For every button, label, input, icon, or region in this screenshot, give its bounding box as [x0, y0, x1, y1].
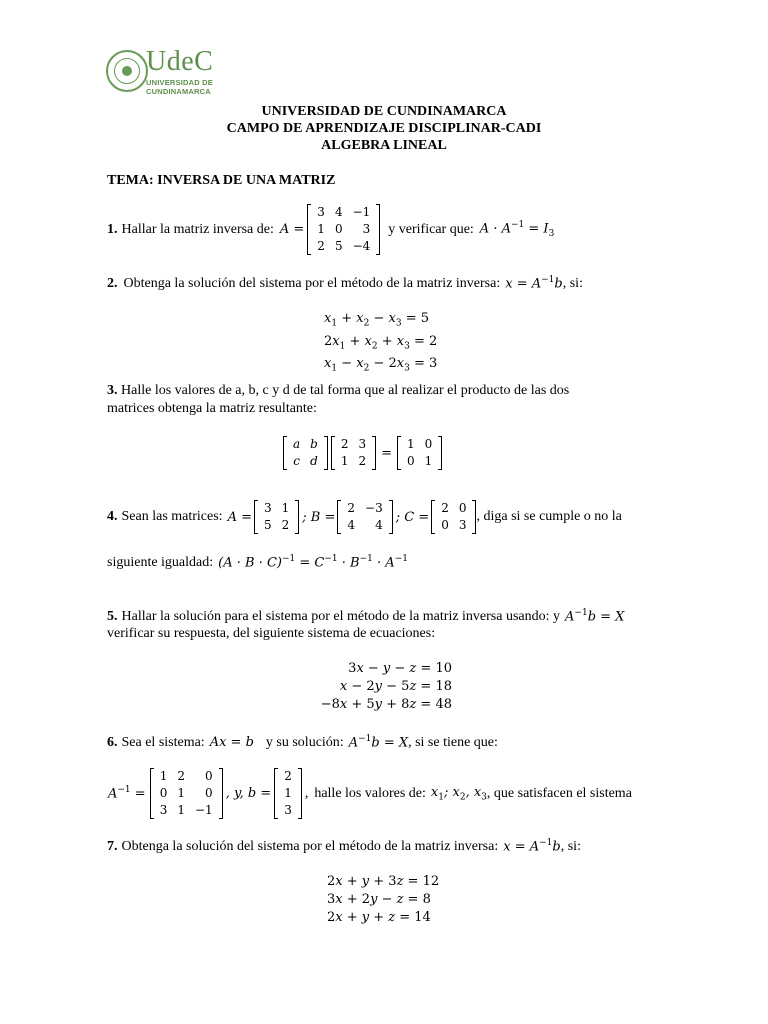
problem-2-suffix: , si: [562, 276, 583, 292]
matrix-abcd: a b c d [283, 436, 328, 470]
logo-sub-1: UNIVERSIDAD DE [146, 78, 213, 87]
problem-3 [107, 383, 569, 399]
math-x-ainv-b: $x = A^{-1}b$ [505, 275, 563, 292]
problem-6-matrices: $A^{-1}$ = 1 2 0 0 1 0 3 1 −1 , y, b = 2 1 3 , halle los valores de: $x_1$; $x_2$, $x_3$ , que satisfacen el sistema [108, 769, 632, 817]
problem-2-number: 2. [107, 276, 118, 292]
system-1: $x_1 + x_2 - x_3 = 5$ $2x_1 + x_2 + x_3 = 2$ $x_1 - x_2 - 2x_3 = 3$ [324, 311, 438, 374]
header-line-2: CAMPO DE APRENDIZAJE DISCIPLINAR-CADI [226, 121, 542, 136]
matrix-2312: 2 3 1 2 [331, 436, 376, 470]
problem-3-number: 3. [107, 383, 118, 398]
math-a-eq: A = [279, 222, 305, 237]
problem-6: 6. Sea el sistema: Ax = b y su solución: $A^{-1}b = X$ , si se tiene que: [107, 734, 498, 751]
problem-5-text: Hallar la solución para el sistema por el método de la matriz inversa usando: y [121, 609, 561, 625]
problem-6-text-2: y su solución: [265, 735, 344, 751]
header-line-1: UNIVERSIDAD DE CUNDINAMARCA [261, 104, 507, 119]
problem-5 [107, 608, 624, 625]
matrix-a: 3 4 −1 1 0 3 2 5 −4 [307, 204, 380, 255]
math-ainv-b-x: $A^{-1}b = X$ [565, 608, 625, 625]
problem-4-text-b: siguiente igualdad: [107, 555, 214, 571]
matrix-c4: 2 0 0 3 [431, 500, 476, 534]
problem-1-text-2: y verificar que: [388, 221, 474, 237]
logo-name: UdeC [146, 46, 214, 77]
math-identity-check: $(A \cdot B \cdot C)^{-1} = C^{-1} \cdot B^{-1} \cdot A^{-1}$ [218, 554, 408, 571]
topic-title: TEMA: INVERSA DE UNA MATRIZ [107, 173, 336, 188]
problem-1-number: 1. [107, 221, 118, 237]
problem-4-number: 4. [107, 509, 118, 524]
seal-icon [106, 50, 148, 92]
matrix-identity: 1 0 0 1 [397, 436, 442, 470]
problem-7-number: 7. [107, 839, 118, 855]
problem-1-text: Hallar la matriz inversa de: [121, 221, 274, 237]
logo-sub-2: CUNDINAMARCA [146, 87, 211, 96]
problem-2-text: Obtenga la solución del sistema por el método de la matriz inversa: [123, 276, 501, 292]
problem-6-text-3: , si se tiene que: [408, 735, 498, 751]
problem-6-text-4: halle los valores de: [314, 785, 426, 801]
problem-2 [107, 275, 583, 292]
problem-4: 4. Sean las matrices: A = 3 1 5 2 ; B = 2 −3 4 4 ; C = 2 0 0 3 , diga si se cumple o no la [107, 501, 622, 532]
matrix-a4: 3 1 5 2 [254, 500, 299, 534]
problem-3-text: Halle los valores de a, b, c y d de tal forma que al realizar el producto de las dos [121, 383, 570, 398]
system-2: 3x − y − z = 10 x − 2y − 5z = 18 −8x + 5y + 8z = 48 [320, 661, 452, 712]
problem-6-number: 6. [107, 735, 118, 751]
problem-1 [107, 204, 554, 255]
matrix-product: a b c d 2 3 1 2 = 1 0 0 1 [283, 436, 442, 470]
problem-4-text-2: , diga si se cumple o no la [476, 509, 622, 524]
problem-6-text-5: , que satisfacen el sistema [486, 785, 632, 801]
problem-5-text-b: verificar su respuesta, del siguiente sistema de ecuaciones: [107, 626, 436, 641]
problem-7: 7. Obtenga la solución del sistema por el método de la matriz inversa: $x = A^{-1}b$ , si: [107, 838, 581, 855]
problem-7-text: Obtenga la solución del sistema por el método de la matriz inversa: [121, 839, 499, 855]
problem-4-line-2 [107, 554, 408, 571]
problem-7-suffix: , si: [560, 839, 581, 855]
matrix-a-inverse: 1 2 0 0 1 0 3 1 −1 [150, 768, 223, 819]
problem-6-text: Sea el sistema: [121, 735, 205, 751]
university-logo [106, 46, 246, 100]
system-3: 2x + y + 3z = 12 3x + 2y − z = 8 2x + y + z = 14 [327, 874, 440, 925]
problem-4-text: Sean las matrices: [121, 509, 223, 524]
problem-5-number: 5. [107, 609, 118, 625]
header-line-3: ALGEBRA LINEAL [321, 138, 447, 153]
problem-3-text-b: matrices obtenga la matriz resultante: [107, 401, 317, 416]
vector-b: 2 1 3 [274, 768, 302, 819]
math-verify: $A \cdot A^{-1} = I_3$ [479, 220, 555, 239]
matrix-b4: 2 −3 4 4 [337, 500, 392, 534]
